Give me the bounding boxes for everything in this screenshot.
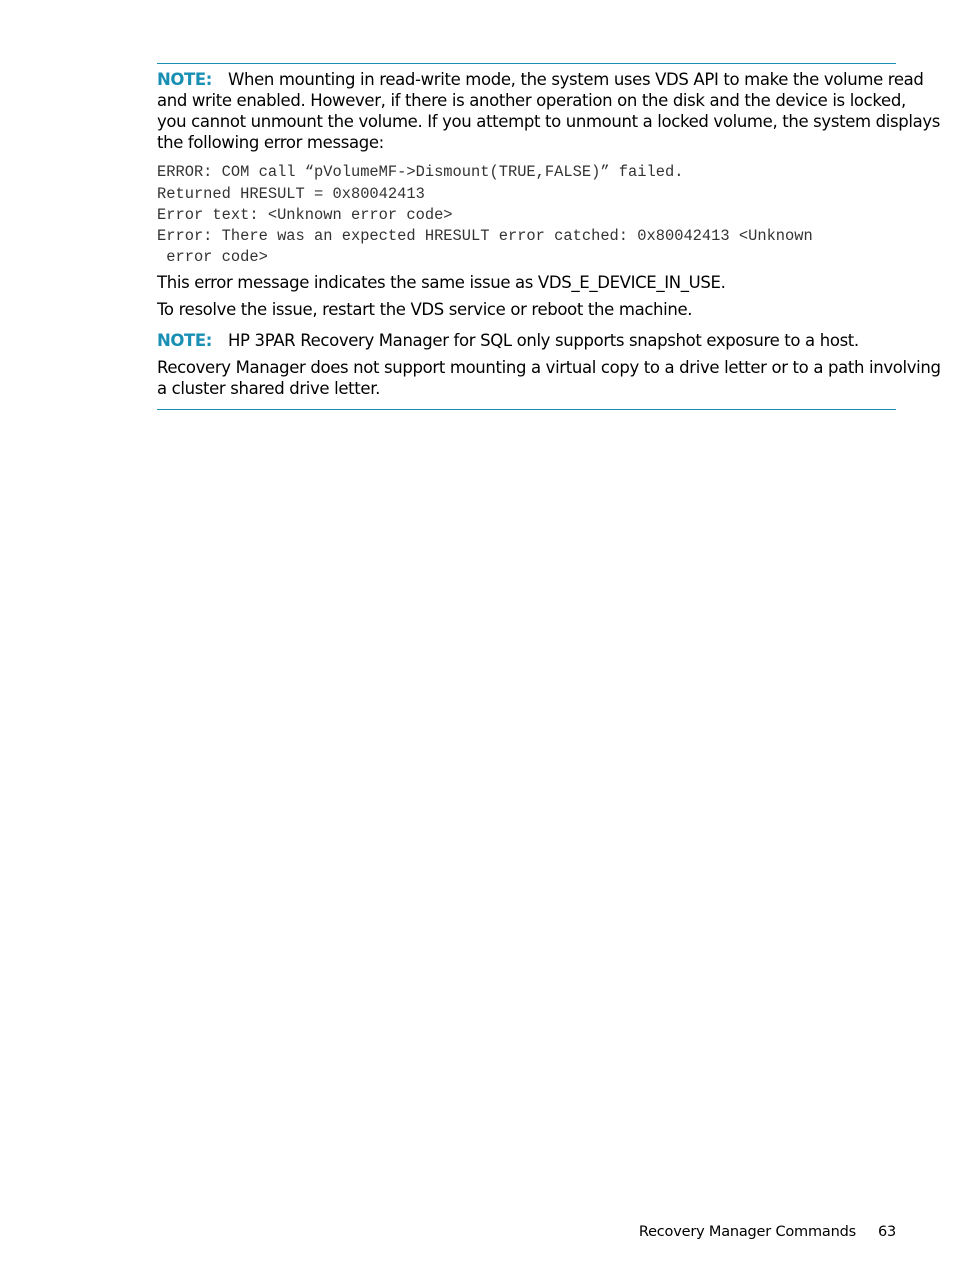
paragraph-resolution: To resolve the issue, restart the VDS service or reboot the machine. [157,300,693,319]
note1-line-1: and write enabled. However, if there is another operation on the disk and the device is locked, [157,91,906,110]
note1-line-3: the following error message: [157,133,384,152]
note2-text: HP 3PAR Recovery Manager for SQL only supports snapshot exposure to a host. [228,331,859,350]
note2 [157,331,859,351]
paragraph-limitation-line-0: Recovery Manager does not support mounting a virtual copy to a drive letter or to a path involving [157,358,941,377]
note1-first-line [157,70,924,90]
code-line-2: Error text: <Unknown error code> [157,206,453,224]
note1-line-0: When mounting in read-write mode, the system uses VDS API to make the volume read [228,70,924,89]
code-line-4: error code> [157,248,268,266]
note1-line-2: you cannot unmount the volume. If you attempt to unmount a locked volume, the system displays [157,112,941,131]
page-number: 63 [877,1224,896,1240]
code-line-0: ERROR: COM call “pVolumeMF->Dismount(TRUE,FALSE)” failed. [157,163,684,181]
code-line-1: Returned HRESULT = 0x80042413 [157,185,425,203]
note2-label: NOTE: [157,331,212,350]
paragraph-limitation-line-1: a cluster shared drive letter. [157,379,381,398]
note1-label: NOTE: [157,70,212,89]
code-line-3: Error: There was an expected HRESULT error catched: 0x80042413 <Unknown [157,227,813,245]
footer-section-title: Recovery Manager Commands [638,1224,856,1240]
paragraph-error-meaning: This error message indicates the same issue as VDS_E_DEVICE_IN_USE. [157,273,726,292]
page-footer [639,1222,896,1242]
